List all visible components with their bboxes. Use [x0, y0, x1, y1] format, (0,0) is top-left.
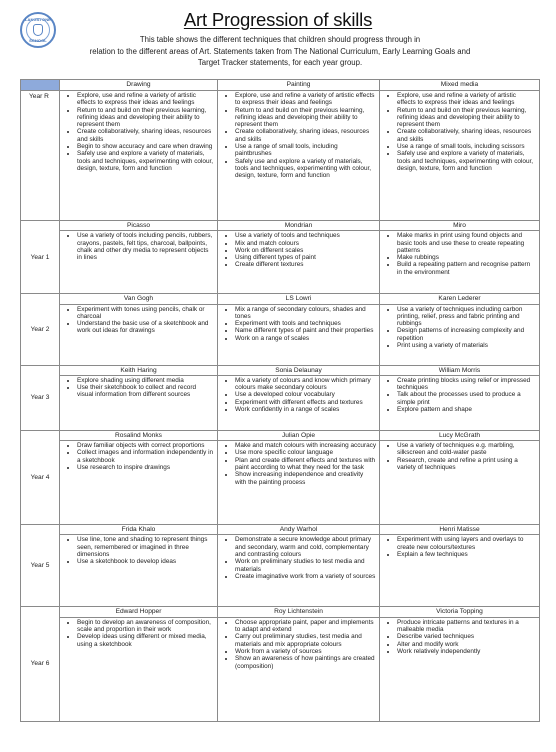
skill-item: • Research, create and refine a print using a variety of techniques	[397, 457, 536, 472]
skill-item: • Use a developed colour vocabulary	[235, 391, 376, 398]
cell-mixed-media	[380, 91, 540, 221]
artist-name-painting: LS Lowri	[218, 294, 380, 304]
skill-item: • Using different types of paint	[235, 254, 376, 261]
skill-item: • Work relatively independently	[397, 648, 536, 655]
artist-name-painting: Mondrian	[218, 221, 380, 231]
skill-item: • Demonstrate a secure knowledge about primary and secondary, warm and cold, complementary and contrasting colours	[235, 536, 376, 558]
cell-mixed-media	[380, 304, 540, 365]
logo-top-text: LANGSTONE	[25, 17, 51, 22]
intro-line: relation to the different areas of Art. Statements taken from The National Curriculum, Early Learning Goals and	[89, 46, 471, 56]
skill-item: • Show increasing independence and creativity with the painting process	[235, 471, 376, 486]
artist-name-drawing: Picasso	[60, 221, 218, 231]
skill-item: • Use a variety of tools including pencils, rubbers, crayons, pastels, felt tips, charcoal, ballpoints, chalk and other dry media to represent objects in lines	[77, 232, 214, 261]
skill-item: • Use a range of small tools, including scissors	[397, 143, 536, 150]
skills-list	[221, 232, 376, 268]
skill-item: • Draw familiar objects with correct proportions	[77, 442, 214, 449]
artist-name-mixed-media: Victoria Topping	[380, 607, 540, 617]
cell-mixed-media	[380, 375, 540, 430]
table-row	[21, 304, 540, 365]
skill-item: • Mix a variety of colours and know which primary colours make secondary colours	[235, 377, 376, 392]
cell-mixed-media	[380, 535, 540, 607]
cell-painting	[218, 91, 380, 221]
skill-item: • Safely use and explore a variety of materials, tools and techniques, experimenting with colour, design, texture, form and function	[397, 150, 536, 172]
skill-item: • Name different types of paint and their properties	[235, 327, 376, 334]
skills-list	[63, 536, 214, 565]
table-row	[21, 617, 540, 721]
artist-name-drawing: Rosalind Monks	[60, 430, 218, 440]
cell-painting	[218, 535, 380, 607]
skill-item: • Experiment with different effects and textures	[235, 399, 376, 406]
artist-row	[21, 607, 540, 617]
skill-item: • Talk about the processes used to produce a simple print	[397, 391, 536, 406]
corner-cell	[21, 80, 60, 91]
artist-name-mixed-media: William Morris	[380, 365, 540, 375]
skill-item: • Design patterns of increasing complexity and repetition	[397, 327, 536, 342]
year-label: Year R	[21, 91, 60, 221]
skill-item: • Use a variety of tools and techniques	[235, 232, 376, 239]
cell-painting	[218, 375, 380, 430]
skill-item: • Mix and match colours	[235, 240, 376, 247]
skill-item: • Begin to show accuracy and care when drawing	[77, 143, 214, 150]
skills-list	[221, 619, 376, 670]
skill-item: • Make and match colours with increasing accuracy	[235, 442, 376, 449]
skill-item: • Use a range of small tools, including paintbrushes	[235, 143, 376, 158]
artist-name-mixed-media: Henri Matisse	[380, 525, 540, 535]
skill-item: • Create collaboratively, sharing ideas, resources and skills	[397, 128, 536, 143]
skill-item: • Safely use and explore a variety of materials, tools and techniques, experimenting with colour, design, texture, form and function	[235, 158, 376, 180]
skills-list	[383, 232, 536, 276]
skill-item: • Use research to inspire drawings	[77, 464, 214, 471]
skill-item: • Create printing blocks using relief or impressed techniques	[397, 377, 536, 392]
artist-name-painting: Sonia Delaunay	[218, 365, 380, 375]
table-row	[21, 441, 540, 525]
skills-list	[383, 377, 536, 413]
skill-item: • Build a repeating pattern and recognise pattern in the environment	[397, 261, 536, 276]
table-row	[21, 375, 540, 430]
cell-painting	[218, 617, 380, 721]
artist-row	[21, 365, 540, 375]
skill-item: • Show an awareness of how paintings are created (composition)	[235, 655, 376, 670]
skill-item: • Create imaginative work from a variety of sources	[235, 573, 376, 580]
artist-row	[21, 525, 540, 535]
skill-item: • Return to and build on their previous learning, refining ideas and developing their ability to represent them	[235, 107, 376, 129]
skill-item: • Use line, tone and shading to represent things seen, remembered or imagined in three dimensions	[77, 536, 214, 558]
skills-list	[63, 232, 214, 261]
skill-item: • Experiment with tools and techniques	[235, 320, 376, 327]
artist-name-painting: Julian Opie	[218, 430, 380, 440]
cell-drawing	[60, 441, 218, 525]
skill-item: • Explain a few techniques	[397, 551, 536, 558]
skill-item: • Explore shading using different media	[77, 377, 214, 384]
intro-line: Target Tracker statements, for each year group.	[197, 58, 363, 67]
skills-list	[221, 92, 376, 180]
skill-item: • Explore, use and refine a variety of artistic effects to express their ideas and feelings	[397, 92, 536, 107]
table-row	[21, 535, 540, 607]
skill-item: • Explore, use and refine a variety of artistic effects to express their ideas and feelings	[235, 92, 376, 107]
artist-name-drawing: Keith Haring	[60, 365, 218, 375]
cell-drawing	[60, 231, 218, 294]
year-label: Year 6	[21, 607, 60, 721]
skills-list	[63, 306, 214, 335]
table-body	[21, 80, 540, 722]
skill-item: • Carry out preliminary studies, test media and materials and mix appropriate colours	[235, 633, 376, 648]
column-header-mixed-media: Mixed media	[380, 80, 540, 91]
cell-drawing	[60, 304, 218, 365]
skill-item: • Work confidently in a range of scales	[235, 406, 376, 413]
artist-name-mixed-media: Karen Lederer	[380, 294, 540, 304]
skill-item: • Plan and create different effects and textures with paint according to what they need for the task	[235, 457, 376, 472]
column-header-painting: Painting	[218, 80, 380, 91]
cell-drawing	[60, 617, 218, 721]
progression-table	[20, 79, 540, 722]
cell-mixed-media	[380, 441, 540, 525]
skill-item: • Create different textures	[235, 261, 376, 268]
skill-item: • Work on different scales	[235, 247, 376, 254]
year-label: Year 4	[21, 430, 60, 524]
artist-name-drawing: Frida Khalo	[60, 525, 218, 535]
skills-list	[221, 377, 376, 413]
year-label: Year 1	[21, 221, 60, 294]
skills-list	[63, 619, 214, 648]
cell-painting	[218, 441, 380, 525]
intro-line: This table shows the different techniques that children should progress through in	[139, 35, 421, 44]
artist-name-mixed-media: Lucy McGrath	[380, 430, 540, 440]
artist-name-mixed-media: Miro	[380, 221, 540, 231]
skill-item: • Safely use and explore a variety of materials, tools and techniques, experimenting with colour, design, texture, form and function	[77, 150, 214, 172]
skill-item: • Use a variety of techniques including carbon printing, relief, press and fabric printing and rubbings	[397, 306, 536, 328]
cell-painting	[218, 304, 380, 365]
skill-item: • Develop ideas using different or mixed media, using a sketchbook	[77, 633, 214, 648]
skill-item: • Make marks in print using found objects and basic tools and use these to create repeating patterns	[397, 232, 536, 254]
artist-row	[21, 221, 540, 231]
skills-list	[221, 306, 376, 342]
skill-item: • Mix a range of secondary colours, shades and tones	[235, 306, 376, 321]
skill-item: • Explore pattern and shape	[397, 406, 536, 413]
year-label: Year 3	[21, 365, 60, 430]
artist-name-painting: Roy Lichtenstein	[218, 607, 380, 617]
skill-item: • Create collaboratively, sharing ideas, resources and skills	[235, 128, 376, 143]
skill-item: • Make rubbings	[397, 254, 536, 261]
column-header-drawing: Drawing	[60, 80, 218, 91]
cell-painting	[218, 231, 380, 294]
cell-drawing	[60, 535, 218, 607]
skills-list	[221, 442, 376, 486]
logo-bottom-text: SCHOOL	[29, 38, 47, 43]
skills-list	[63, 92, 214, 172]
skills-list	[383, 619, 536, 655]
skill-item: • Work from a variety of sources	[235, 648, 376, 655]
skill-item: • Return to and build on their previous learning, refining ideas and developing their ability to represent them	[77, 107, 214, 129]
skill-item: • Use a variety of techniques e.g. marbling, silkscreen and cold-water paste	[397, 442, 536, 457]
skill-item: • Alter and modify work	[397, 641, 536, 648]
skill-item: • Understand the basic use of a sketchbook and work out ideas for drawings	[77, 320, 214, 335]
skill-item: • Print using a variety of materials	[397, 342, 536, 349]
cell-mixed-media	[380, 617, 540, 721]
skills-list	[63, 377, 214, 399]
artist-name-painting: Andy Warhol	[218, 525, 380, 535]
skills-list	[221, 536, 376, 580]
skill-item: • Use a sketchbook to develop ideas	[77, 558, 214, 565]
skill-item: • Experiment with using layers and overlays to create new colours/textures	[397, 536, 536, 551]
skills-list	[383, 536, 536, 558]
cell-drawing	[60, 375, 218, 430]
artist-name-drawing: Edward Hopper	[60, 607, 218, 617]
skill-item: • Return to and build on their previous learning, refining ideas and developing their ability to represent them	[397, 107, 536, 129]
intro-text	[64, 34, 496, 69]
header-row	[21, 80, 540, 91]
skill-item: • Use more specific colour language	[235, 449, 376, 456]
artist-row	[21, 430, 540, 440]
cell-mixed-media	[380, 231, 540, 294]
skill-item: • Produce intricate patterns and textures in a malleable media	[397, 619, 536, 634]
skill-item: • Work on preliminary studies to test media and materials	[235, 558, 376, 573]
skill-item: • Choose appropriate paint, paper and implements to adapt and extend	[235, 619, 376, 634]
skills-list	[383, 306, 536, 350]
skill-item: • Explore, use and refine a variety of artistic effects to express their ideas and feelings	[77, 92, 214, 107]
skill-item: • Work on a range of scales	[235, 335, 376, 342]
artist-name-drawing: Van Gogh	[60, 294, 218, 304]
table-row	[21, 231, 540, 294]
year-label: Year 5	[21, 525, 60, 607]
artist-row	[21, 294, 540, 304]
skill-item: • Use their sketchbook to collect and record visual information from different sources	[77, 384, 214, 399]
page-title: Art Progression of skills	[183, 9, 373, 30]
skill-item: • Experiment with tones using pencils, chalk or charcoal	[77, 306, 214, 321]
skills-list	[63, 442, 214, 471]
skill-item: • Describe varied techniques	[397, 633, 536, 640]
table-row	[21, 91, 540, 221]
cell-drawing	[60, 91, 218, 221]
skill-item: • Collect images and information independently in a sketchbook	[77, 449, 214, 464]
skill-item: • Create collaboratively, sharing ideas, resources and skills	[77, 128, 214, 143]
skill-item: • Begin to develop an awareness of composition, scale and proportion in their work	[77, 619, 214, 634]
year-label: Year 2	[21, 294, 60, 365]
skills-list	[383, 92, 536, 172]
skills-list	[383, 442, 536, 471]
